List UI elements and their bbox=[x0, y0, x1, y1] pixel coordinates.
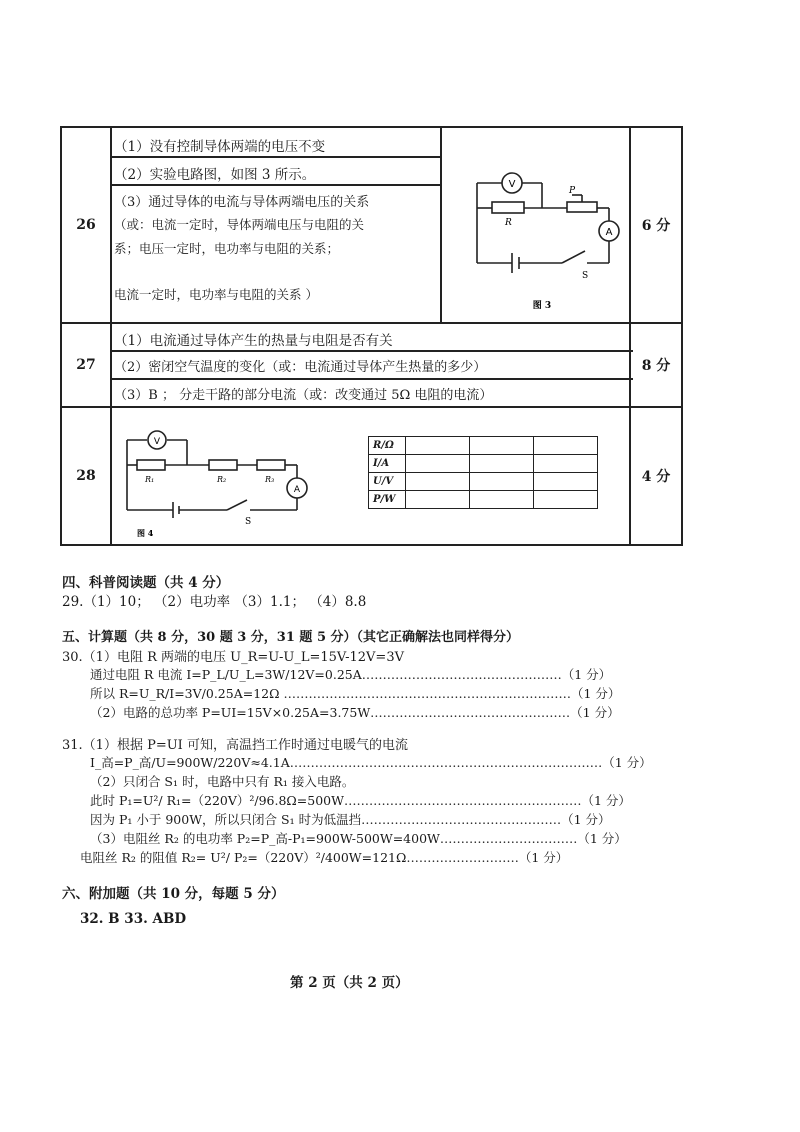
table-row bbox=[369, 491, 598, 509]
q30-line: 30.（1）电阻 R 两端的电压 U_R=U-U_L=15V-12V=3V bbox=[62, 650, 404, 665]
q31-line: 此时 P₁=U²/ R₁=（220V）²/96.8Ω=500W…………………………………………………（1 分） bbox=[90, 793, 631, 808]
row-q26 bbox=[62, 128, 681, 324]
score: 6 分 bbox=[629, 128, 681, 322]
table-row bbox=[369, 455, 598, 473]
resistor-label: R bbox=[505, 218, 512, 228]
circuit-figure-3 bbox=[457, 153, 637, 313]
q26-line3: （3）通过导体的电流与导体两端电压的关系 bbox=[114, 195, 370, 210]
section5-heading: 五、计算题（共 8 分，30 题 3 分，31 题 5 分）（其它正确解法也同样得分） bbox=[62, 630, 520, 645]
figure-caption: 图 3 bbox=[532, 301, 552, 311]
section6-heading: 六、附加题（共 10 分，每题 5 分） bbox=[62, 886, 285, 902]
q26-line2: （2）实验电路图，如图 3 所示。 bbox=[114, 167, 316, 183]
question-number: 27 bbox=[62, 324, 112, 406]
figure-caption: 图 4 bbox=[137, 528, 154, 538]
q31-line: （3）电阻丝 R₂ 的电功率 P₂=P_高-P₁=900W-500W=400W……………………………（1 分） bbox=[90, 831, 627, 846]
section4-answer: 29.（1）10； （2）电功率 （3）1.1； （4）8.8 bbox=[62, 594, 367, 610]
row-header: U/V bbox=[369, 473, 406, 491]
score: 4 分 bbox=[629, 408, 681, 544]
ammeter-label: A bbox=[293, 485, 301, 495]
q31-line: （2）只闭合 S₁ 时，电路中只有 R₁ 接入电路。 bbox=[90, 774, 355, 789]
voltmeter-label: V bbox=[508, 179, 516, 190]
switch-label: S bbox=[582, 271, 589, 281]
row-q28 bbox=[62, 408, 681, 544]
page-footer: 第 2 页（共 2 页） bbox=[290, 975, 409, 991]
r3-label: R₃ bbox=[265, 475, 275, 484]
row-header: P/W bbox=[369, 491, 406, 509]
r2-label: R₂ bbox=[217, 475, 227, 484]
answer-table bbox=[60, 126, 683, 546]
switch-label: S bbox=[245, 517, 252, 527]
q27-line3: （3）B ； 分走干路的部分电流（或：改变通过 5Ω 电阻的电流） bbox=[114, 388, 493, 403]
q31-line: 电阻丝 R₂ 的阻值 R₂= U²/ P₂=（220V）²/400W=121Ω………………………（1 分） bbox=[80, 850, 569, 865]
question-number: 28 bbox=[62, 408, 112, 544]
row-q27 bbox=[62, 324, 681, 408]
slider-label: P bbox=[569, 186, 576, 196]
q26-line5: 系；电压一定时，电功率与电阻的关系； bbox=[114, 241, 340, 256]
q30-line: 通过电阻 R 电流 I=P_L/U_L=3W/12V=0.25A…………………………………………（1 分） bbox=[90, 667, 612, 682]
q30-line: 所以 R=U_R/I=3V/0.25A=12Ω ……………………………………………………………（1 分） bbox=[90, 686, 621, 701]
r1-label: R₁ bbox=[145, 475, 155, 484]
circuit-figure-4 bbox=[117, 420, 317, 538]
q26-line1: （1）没有控制导体两端的电压不变 bbox=[114, 139, 326, 155]
row-header: I/A bbox=[369, 455, 406, 473]
row-header: R/Ω bbox=[369, 437, 406, 455]
question-number: 26 bbox=[62, 128, 112, 322]
q26-line4: （或：电流一定时，导体两端电压与电阻的关 bbox=[114, 217, 365, 232]
score: 8 分 bbox=[629, 324, 681, 406]
data-record-table bbox=[368, 436, 598, 509]
section6-answer: 32. B 33. ABD bbox=[80, 911, 187, 927]
q31-line: 因为 P₁ 小于 900W，所以只闭合 S₁ 时为低温挡…………………………………………（1 分） bbox=[90, 812, 611, 827]
ammeter-label: A bbox=[605, 227, 613, 238]
q26-line6: 电流一定时，电功率与电阻的关系 ） bbox=[114, 287, 318, 302]
q31-line: 31.（1）根据 P=UI 可知，高温挡工作时通过电暖气的电流 bbox=[62, 738, 408, 753]
q27-line1: （1）电流通过导体产生的热量与电阻是否有关 bbox=[114, 333, 393, 349]
voltmeter-label: V bbox=[153, 437, 161, 447]
q31-line: I_高=P_高/U=900W/220V≈4.1A…………………………………………………………………（1 分） bbox=[90, 755, 652, 770]
table-row bbox=[369, 473, 598, 491]
q27-line2: （2）密闭空气温度的变化（或：电流通过导体产生热量的多少） bbox=[114, 360, 487, 375]
q30-line: （2）电路的总功率 P=UI=15V×0.25A=3.75W…………………………………………（1 分） bbox=[90, 705, 620, 720]
table-row bbox=[369, 437, 598, 455]
section4-heading: 四、科普阅读题（共 4 分） bbox=[62, 575, 230, 591]
